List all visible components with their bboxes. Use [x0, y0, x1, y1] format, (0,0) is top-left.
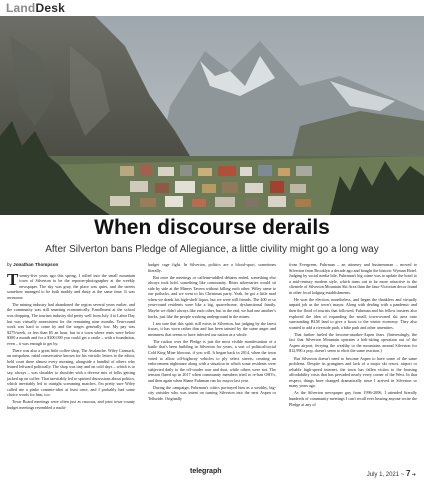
article-column-3 — [289, 262, 417, 409]
page-info — [367, 469, 416, 478]
paragraph: Town Board meetings were often just as raucous, and joint town-county budget meetings resembled a multi- — [7, 399, 135, 410]
paragraph: But once the meetings or caffeine-addled debates ended, something else always took hold, something like community. Bitter adversaries would sit side by side at the Miners Tavern without killing each other. Wiley came to our potlucks, and we went to his Christmas party. Yeah, he got a little mad when we drank his high-shelf liquor, but we were still friends. The 400 or so year-round residents were like a big, quarrelsome, dysfunctional family. Maybe we didn't always like each other, but in the end, we had one another's backs, just like the people working underground in the mines. — [148, 274, 276, 319]
byline — [7, 262, 135, 268]
page-footer — [0, 468, 424, 480]
paragraph: As the Silverton newspaper guy from 1996-2006, I attended literally hundreds of community meetings I can't recall ever hearing anyone recite the Pledge at any of — [289, 390, 417, 407]
paragraph: The ruckus over the Pledge is just the most visible manifestation of a battle that's been building in Silverton for years, a sort of political/social Cold King Mine blowout, if you will. It began back in 2014, when the town voted to allow off-highway vehicles to ply select streets, creating an enforcement nightmare along with a situation in which some residents were subjected daily to the off-roader roar and dust, while others were not. The tension flared up in 2017 when community members tried to re-ban OHVs, and then again when Shane Fuhrman ran for mayor last year. — [148, 338, 276, 383]
paragraph: There was also a great little coffee shop, The Avalanche. Wiley Carmack, an outspoken, rabid conservative known for his vitriolic letters to the editor, held court there almost every morning, alongside a handful of others who leaned leftward politically. The shop was tiny and on cold days – which is to say, always – was shoulder to shoulder with a diverse mix of folks getting jacked up on coffee. That inevitably led to spirited discussions about politics, which inevitably led to outright screaming matches. I'm pretty sure Wiley called me a pinko commie-idiot at least once, and I probably had some choice words for him, too. — [7, 347, 135, 398]
article-subhead: After Silverton bans Pledge of Allegiance, a little civility might go a long way — [45, 244, 379, 255]
article-column-1 — [7, 262, 135, 412]
paragraph: But Silverton doesn't need to become Aspen to have some of the same problems. Despite its grungines and lack of a major ski resort, airport or reliable high-speed internet, the town has fallen victim to the housing affordability crisis that has pervaded nearly every corner of the West. In that respect, things have changed dramatically since I arrived in Silverton so many years ago. — [289, 355, 417, 389]
article-column-2 — [148, 262, 276, 403]
byline-author: Jonathan Thompson — [13, 262, 59, 267]
photo-illustration — [0, 16, 424, 215]
section-brand — [6, 1, 65, 15]
paragraph: During the campaign, Fuhrman's critics portrayed him as a wealthy, big-city outsider who was intent on turning Silverton into the next Aspen or Telluride. Originally — [148, 384, 276, 401]
byline-prefix: by — [7, 262, 14, 267]
paragraph: The mining industry had abandoned the region several years earlier, and the community was still smarting economically. Enrollment at the school was dropping. The tourism industry did pretty well from July 4 to Labor Day but was virtually nonexistent for the remaining nine months. Year-round work was hard to come by and the wages generally low. My pay was $275/week, or less than $5 an hour, but in a town where rents were below $300 a month and for a $100,000 you could get a castle – with a foundation, even – it was enough to get by. — [7, 301, 135, 346]
paragraph: budget cage fight. In Silverton, politics are a blood-sport, sometimes literally. — [148, 262, 276, 273]
paragraph: I am sure that this spirit still exists in Silverton, but judging by the latest fracas, it has worn rather thin and has been tainted by the same anger and meanness that seems to have infected our nation as a whole. — [148, 320, 276, 337]
issue-date: July 1, 2021 ~ — [366, 472, 406, 478]
paragraph-text: wenty-five years ago this spring, I rolled into the small mountain town of Silverton to be the reporter-photographer at the weekly newspaper. The sky was gray, the place was quiet, and the streets somehow managed to be both muddy and dusty at the same time. It was awesome. — [7, 272, 135, 300]
continue-arrow-icon: ➔ — [410, 472, 416, 478]
paragraph: That further fueled the become-another-Aspen fears. (Interestingly, the fact that Silverton Mountain operates a heli-skiing operation out of the Aspen airport, ferrying the wealthy to the mountains around Silverton for $12,990 a pop, doesn't seem to elicit the same reaction.) — [289, 331, 417, 354]
section-header — [0, 0, 424, 16]
publication-masthead: telegraph — [190, 468, 222, 475]
paragraph — [7, 269, 135, 301]
brand-land: Land — [6, 1, 36, 15]
article-headline: When discourse derails — [94, 216, 330, 239]
paragraph: He won the election, nonetheless, and began the thankless and virtually unpaid job as the town's mayor. Along with dealing with a pandemic and then the flood of tourists that followed, Fuhrman and his fellow trustees also explored the idea of expanding the small, town-owned ski area onto surrounding BLM land to give a boost to the winter economy. They also wanted to add a riverside path, a bike park and other amenities. — [289, 296, 417, 330]
drop-cap: T — [7, 269, 19, 289]
page-number: 7 — [405, 469, 411, 478]
paragraph: from Evergreen, Fuhrman – an attorney and businessman – moved to Silverton from Brooklyn a decade ago and bought the historic Wyman Hotel. Judging by social media bile, Fuhrman's big crime was to update the hotel to a mid-century modern style, which turns out to be more attractive to the clientele of Silverton Mountain Ski Area than the faux-Victorian decor found in other local lodging establishments. — [289, 262, 417, 295]
mountain-town-photo — [0, 16, 424, 215]
brand-desk: Desk — [35, 1, 65, 15]
